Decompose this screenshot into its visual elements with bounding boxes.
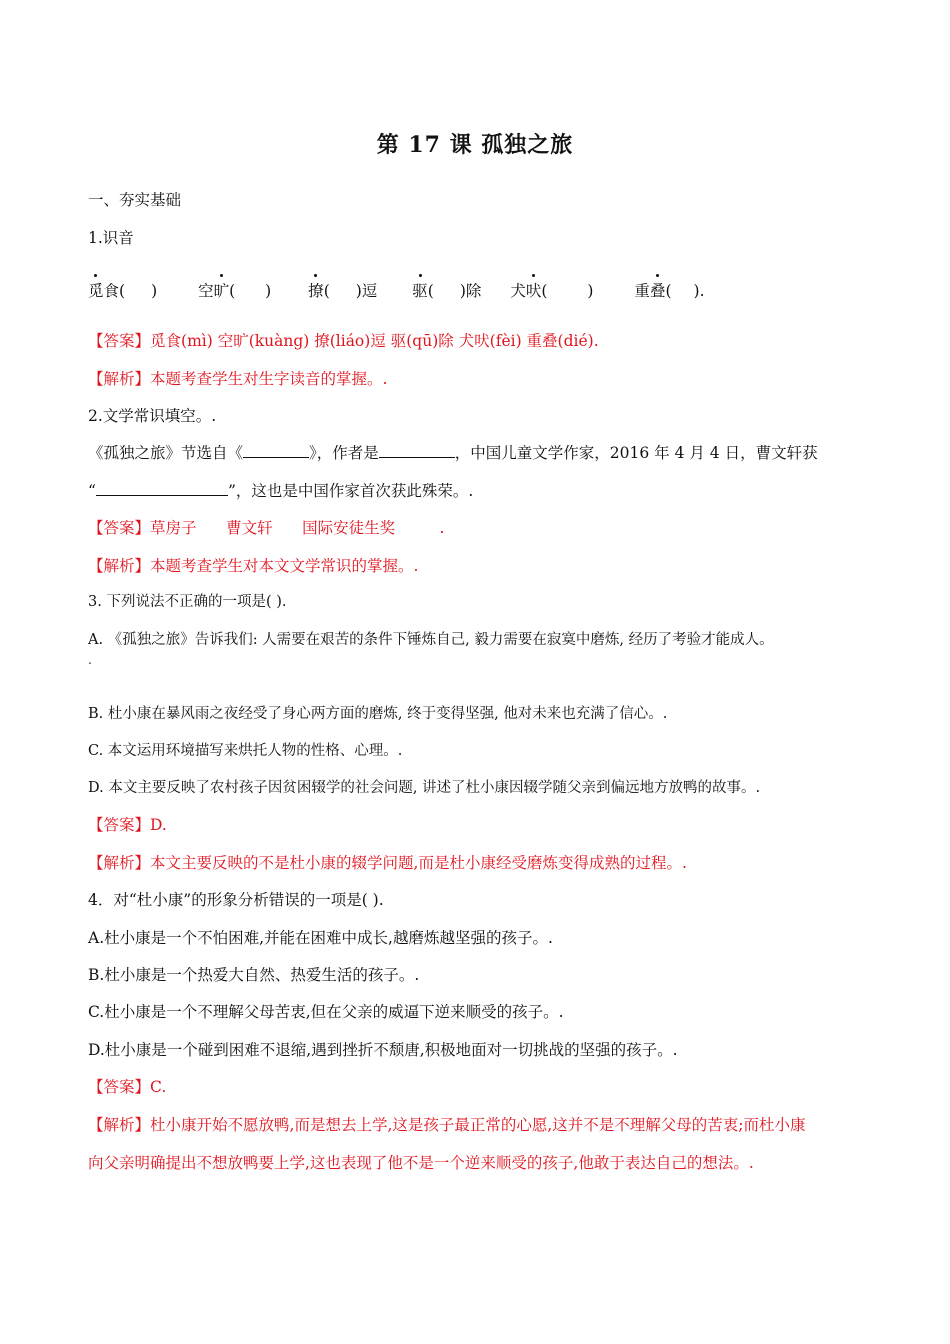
- blank-author: [379, 443, 455, 458]
- answer-text: 觅食(mì) 空旷(kuàng) 撩(liáo)逗 驱(qū)除 犬吠(fèi) 重叠(dié).: [150, 332, 599, 350]
- question-3-option-d: D. 本文主要反映了农村孩子因贫困辍学的社会问题, 讲述了杜小康因辍学随父亲到偏远地方放鸭的故事。.: [88, 780, 761, 796]
- answer-1: [88, 331, 599, 351]
- analysis-4-continued: 向父亲明确提出不想放鸭要上学,这也表现了他不是一个逆来顺受的孩子,他敢于表达自己的想法。.: [88, 1154, 754, 1172]
- analysis-2: [88, 556, 418, 576]
- analysis-tag: 【解析】: [88, 370, 151, 388]
- pinyin-item-3: 撩( )逗: [308, 282, 378, 300]
- pinyin-item-6: 重叠( ).: [634, 282, 705, 300]
- question-2-line-2: “ ”，这也是中国作家首次获此殊荣。.: [88, 482, 474, 500]
- answer-3: [88, 815, 167, 835]
- analysis-tag: 【解析】: [88, 854, 151, 872]
- pinyin-item-1: 觅食( ): [88, 282, 158, 300]
- analysis-4: [88, 1115, 806, 1135]
- blank-book: [243, 443, 309, 458]
- question-3-option-a: A. 《孤独之旅》告诉我们: 人需要在艰苦的条件下锤炼自己, 毅力需要在寂寞中磨炼, 经历了考验才能成人。: [88, 632, 774, 648]
- analysis-text: 杜小康开始不愿放鸭,而是想去上学,这是孩子最正常的心愿,这并不是不理解父母的苦衷;而杜小康: [150, 1116, 806, 1134]
- pinyin-items: [88, 281, 705, 301]
- question-1-heading: 1.识音: [88, 229, 134, 247]
- analysis-text: 本题考查学生对本文文学常识的掌握。.: [150, 557, 419, 575]
- question-4-option-a: A.杜小康是一个不怕困难,并能在困难中成长,越磨炼越坚强的孩子。.: [88, 929, 553, 947]
- question-3-option-c: C. 本文运用环境描写来烘托人物的性格、心理。.: [88, 743, 403, 759]
- question-4-option-c: C.杜小康是一个不理解父母苦衷,但在父亲的威逼下逆来顺受的孩子。.: [88, 1003, 564, 1021]
- section-heading: 一、夯实基础: [88, 191, 182, 209]
- question-2-heading: 2.文学常识填空。.: [88, 407, 217, 425]
- analysis-text: 本题考查学生对生字读音的掌握。.: [150, 370, 388, 388]
- pinyin-item-4: 驱( )除: [412, 282, 482, 300]
- analysis-tag: 【解析】: [88, 557, 151, 575]
- answer-4: [88, 1077, 166, 1097]
- page-title: 第 17 课 孤独之旅: [376, 132, 574, 158]
- analysis-3: [88, 853, 687, 873]
- question-3-option-b: B. 杜小康在暴风雨之夜经受了身心两方面的磨炼, 终于变得坚强, 他对未来也充满了信心。.: [88, 706, 668, 722]
- answer-tag: 【答案】: [88, 816, 151, 834]
- blank-award: [96, 481, 228, 496]
- answer-text: C.: [150, 1078, 167, 1096]
- pinyin-item-5: 犬吠( ): [510, 282, 594, 300]
- answer-text: 草房子 曹文轩 国际安徒生奖 .: [150, 519, 445, 537]
- answer-text: D.: [150, 816, 167, 834]
- question-3-option-a-tail: .: [88, 653, 92, 667]
- answer-tag: 【答案】: [88, 332, 151, 350]
- answer-tag: 【答案】: [88, 519, 151, 537]
- question-3-heading: 3. 下列说法不正确的一项是( ).: [88, 594, 287, 610]
- question-2-line-1: 《孤独之旅》节选自《 》，作者是 ，中国儿童文学作家，2016 年 4 月 4 日，曹文轩获: [88, 444, 818, 462]
- question-4-heading: 4．对“杜小康”的形象分析错误的一项是( ).: [88, 891, 384, 909]
- answer-tag: 【答案】: [88, 1078, 151, 1096]
- analysis-tag: 【解析】: [88, 1116, 151, 1134]
- pinyin-item-2: 空旷( ): [198, 282, 272, 300]
- answer-2: [88, 518, 444, 538]
- question-4-option-b: B.杜小康是一个热爱大自然、热爱生活的孩子。.: [88, 966, 420, 984]
- analysis-text: 本文主要反映的不是杜小康的辍学问题,而是杜小康经受磨炼变得成熟的过程。.: [150, 854, 687, 872]
- question-4-option-d: D.杜小康是一个碰到困难不退缩,遇到挫折不颓唐,积极地面对一切挑战的坚强的孩子。.: [88, 1041, 678, 1059]
- analysis-1: [88, 369, 387, 389]
